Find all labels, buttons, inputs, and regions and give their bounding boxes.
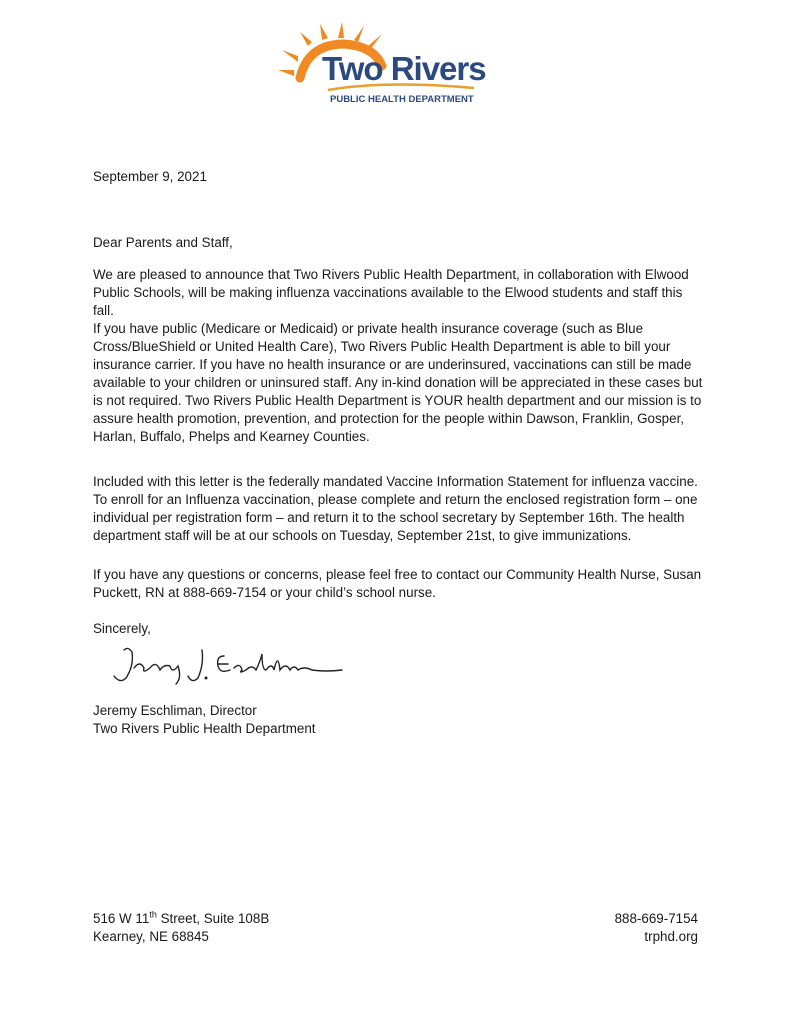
letter-date: September 9, 2021 [93, 169, 207, 184]
footer-street-sup: th [149, 909, 157, 920]
footer-street-number: 516 W 11 [93, 911, 150, 926]
footer-phone: 888-669-7154 [614, 911, 698, 926]
paragraph-contact: If you have any questions or concerns, please feel free to contact our Community Health Nurse, Susan Puckett, RN at 888-669-7154 or your child’s school nurse. [93, 567, 702, 600]
handwritten-signature [106, 644, 346, 688]
footer-street [93, 910, 269, 928]
signer-organization: Two Rivers Public Health Department [93, 721, 316, 736]
footer-contact [615, 910, 698, 946]
closing: Sincerely, [93, 621, 151, 636]
signer-name: Jeremy Eschliman, Director [93, 703, 257, 718]
signer-block [93, 702, 703, 738]
salutation: Dear Parents and Staff, [93, 235, 233, 250]
two-rivers-logo [278, 22, 488, 114]
footer-address [93, 910, 269, 946]
footer-street-rest: Street, Suite 108B [156, 911, 270, 926]
paragraph-announcement: We are pleased to announce that Two Rivers Public Health Department, in collaboration with Elwood Public Schools, will be making influenza vaccinations available to the Elwood students and staff this fall. [93, 267, 689, 318]
logo-name: Two Rivers [322, 50, 486, 87]
footer-website[interactable]: trphd.org [644, 929, 698, 944]
paragraph-insurance: If you have public (Medicare or Medicaid) or private health insurance coverage (such as Blue Cross/BlueShield or United Health Care), Two Rivers Public Health Department is able to bill your insurance carrier. If you have no health insurance or are underinsured, vaccinations can still be made available to your children or uninsured staff. Any in-kind donation will be appreciated in these cases but is not required. Two Rivers Public Health Department is YOUR health department and our mission is to assure health promotion, prevention, and protection for the people within Dawson, Franklin, Gosper, Harlan, Buffalo, Phelps and Kearney Counties. [93, 321, 703, 444]
footer-city: Kearney, NE 68845 [93, 929, 209, 944]
logo-subtitle: PUBLIC HEALTH DEPARTMENT [330, 94, 474, 105]
paragraph-enrollment: Included with this letter is the federally mandated Vaccine Information Statement for influenza vaccine. To enroll for an Influenza vaccination, please complete and return the enclosed registration form – one individual per registration form – and return it to the school secretary by September 16th. The health department staff will be at our schools on Tuesday, September 21st, to give immunizations. [93, 474, 698, 543]
